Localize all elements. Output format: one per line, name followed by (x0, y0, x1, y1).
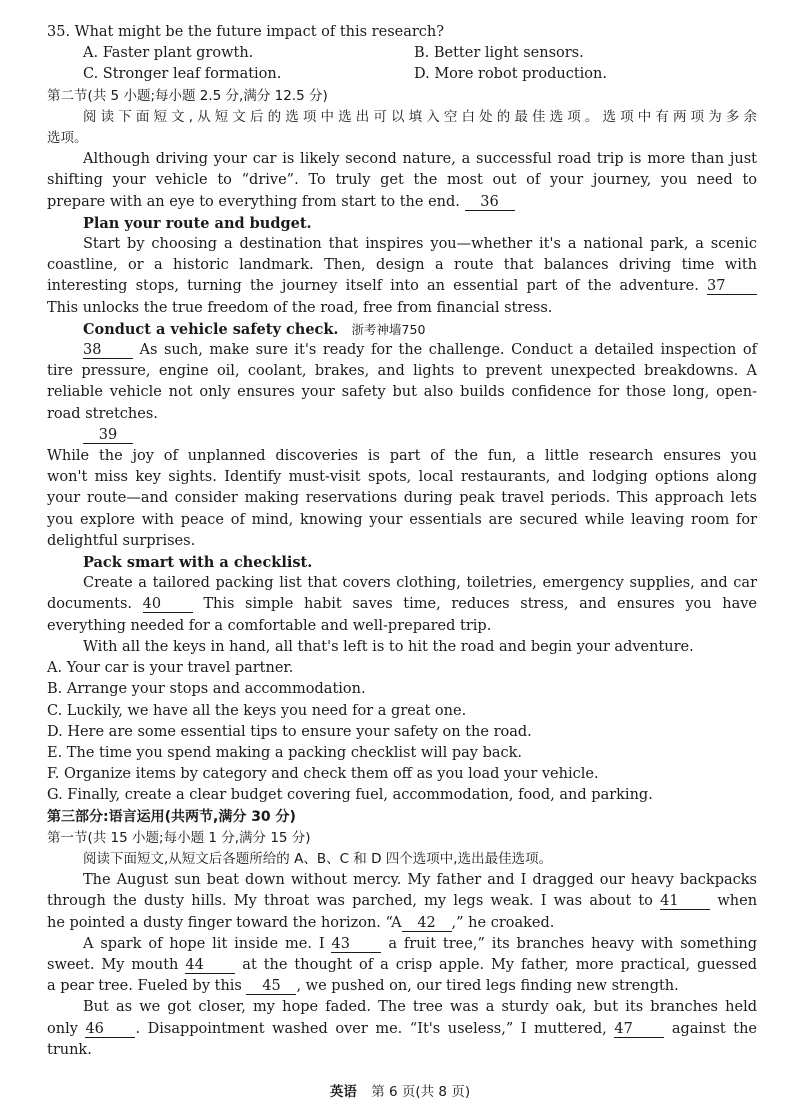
blank-47: 47 (614, 1022, 664, 1038)
q35-option-b: B. Better light sensors. (414, 45, 584, 62)
q35-option-d: D. More robot production. (414, 66, 607, 83)
passage-line: you explore with peace of mind, knowing your essentials are secured while leaving room for (47, 511, 757, 528)
passage-text: As such, make sure it's ready for the challenge. Conduct a detailed inspection of (139, 342, 758, 359)
option-f: F. Organize items by category and check them off as you load your vehicle. (47, 766, 599, 783)
passage-line: your route—and consider making reservations during peak travel periods. This approach lets (47, 490, 757, 507)
blank-41: 41 (660, 894, 710, 910)
blank-44: 44 (185, 958, 235, 974)
passage-line: This unlocks the true freedom of the road, free from financial stress. (47, 299, 553, 316)
option-d: D. Here are some essential tips to ensure your safety on the road. (47, 723, 532, 740)
cloze-text: through the dusty hills. My throat was parched, my legs weak. I was about to (47, 893, 653, 910)
cloze-line (47, 1019, 757, 1040)
blank-36: 36 (465, 195, 515, 211)
passage-line: shifting your vehicle to “drive”. To truly get the most out of your journey, you need to (47, 172, 757, 189)
footer-subject: 英语 (329, 1084, 357, 1100)
blank-40: 40 (143, 597, 193, 613)
part-3-section-1-heading: 第一节(共 15 小题;每小题 1 分,满分 15 分) (47, 829, 311, 846)
cloze-text: a pear tree. Fueled by this (47, 978, 242, 995)
cloze-text: sweet. My mouth (47, 956, 179, 973)
cloze-text: ,” he croaked. (451, 914, 555, 931)
subheading-pack-smart: Pack smart with a checklist. (83, 554, 313, 572)
passage-line: Although driving your car is likely second nature, a successful road trip is more than just (83, 151, 757, 168)
cloze-text: only (47, 1020, 78, 1037)
section-2-instruction-line-2: 选项。 (47, 130, 88, 147)
cloze-text: . Disappointment washed over me. “It's useless,” I muttered, (135, 1020, 607, 1037)
option-c: C. Luckily, we have all the keys you need for a great one. (47, 702, 467, 719)
option-b: B. Arrange your stops and accommodation. (47, 681, 366, 698)
passage-line: While the joy of unplanned discoveries is part of the fun, a little research ensures you (47, 448, 757, 465)
option-a: A. Your car is your travel partner. (47, 660, 294, 677)
cloze-line: But as we got closer, my hope faded. The tree was a sturdy oak, but its branches held (83, 999, 757, 1016)
cloze-text: he pointed a dusty finger toward the horizon. “A (47, 914, 402, 931)
cloze-text: at the thought of a crisp apple. My father, more practical, guessed (242, 956, 757, 973)
question-35-options-row-2 (47, 64, 757, 85)
blank-37: 37 (707, 279, 757, 295)
passage-text: This simple habit saves time, reduces stress, and ensures you have (203, 596, 757, 613)
blank-38: 38 (83, 343, 133, 359)
blank-43: 43 (331, 937, 381, 953)
cloze-text: against the (671, 1020, 757, 1037)
passage-line: coastline, or a historic landmark. Then, design a route that balances driving time with (47, 257, 757, 274)
cloze-line (47, 934, 757, 955)
passage-line (47, 276, 757, 297)
q35-option-c: C. Stronger leaf formation. (83, 66, 282, 83)
question-35-stem: 35. What might be the future impact of this research? (47, 24, 445, 40)
passage-line: delightful surprises. (47, 532, 196, 549)
subheading-plan-route: Plan your route and budget. (83, 214, 312, 232)
passage-text: interesting stops, turning the journey itself into an essential part of the adventure. (47, 278, 699, 295)
cloze-line: The August sun beat down without mercy. My father and I dragged our heavy backpacks (83, 872, 757, 889)
passage-line: everything needed for a comfortable and well-prepared trip. (47, 617, 492, 634)
passage-line: With all the keys in hand, all that's left is to hit the road and begin your adventure. (83, 638, 694, 655)
passage-line: Create a tailored packing list that covers clothing, toiletries, emergency supplies, and car (83, 575, 757, 592)
passage-line: Start by choosing a destination that inspires you—whether it's a national park, a scenic (83, 236, 757, 253)
cloze-text: A spark of hope lit inside me. I (83, 935, 325, 952)
passage-line (47, 594, 757, 615)
cloze-line: trunk. (47, 1041, 92, 1058)
subheading-safety-check (47, 319, 757, 340)
passage-line: tire pressure, engine oil, coolant, brakes, and lights to prevent unexpected breakdowns. A (47, 363, 757, 380)
section-2-instruction-line-1: 阅读下面短文,从短文后的选项中选出可以填入空白处的最佳选项。选项中有两项为多余 (83, 108, 757, 125)
option-e: E. The time you spend making a packing checklist will pay back. (47, 744, 523, 761)
cloze-line (47, 891, 757, 912)
part-3-heading: 第三部分:语言运用(共两节,满分 30 分) (47, 808, 296, 825)
passage-text: documents. (47, 596, 133, 613)
cloze-text: when (717, 893, 758, 910)
option-g: G. Finally, create a clear budget covering fuel, accommodation, food, and parking. (47, 787, 653, 804)
blank-45: 45 (246, 979, 296, 995)
passage-line: won't miss key sights. Identify must-visit spots, local restaurants, and lodging options along (47, 469, 757, 486)
passage-line (47, 340, 757, 361)
exam-page (47, 22, 757, 1061)
blank-42: 42 (402, 916, 452, 932)
cloze-line (47, 913, 757, 934)
passage-line: road stretches. (47, 405, 158, 422)
q35-option-a: A. Faster plant growth. (83, 45, 254, 62)
passage-line: reliable vehicle not only ensures your safety but also builds confidence for those long, open- (47, 384, 757, 401)
cloze-text: , we pushed on, our tired legs finding new strength. (296, 978, 679, 995)
blank-39: 39 (83, 428, 133, 444)
watermark-stamp: 浙考神墙750 (351, 321, 426, 337)
part-3-instruction: 阅读下面短文,从短文后各题所给的 A、B、C 和 D 四个选项中,选出最佳选项。 (83, 850, 553, 867)
blank-39-line (47, 425, 757, 446)
passage-text: prepare with an eye to everything from start to the end. (47, 193, 460, 210)
page-footer (0, 1082, 800, 1103)
cloze-text: a fruit tree,” its branches heavy with something (388, 935, 758, 952)
passage-line (47, 192, 757, 213)
footer-page-number: 第 6 页(共 8 页) (371, 1084, 471, 1100)
blank-46: 46 (85, 1022, 135, 1038)
cloze-line (47, 955, 757, 976)
subheading-text: Conduct a vehicle safety check. (83, 320, 339, 338)
section-2-heading: 第二节(共 5 小题;每小题 2.5 分,满分 12.5 分) (47, 87, 328, 104)
question-35-options-row-1 (47, 43, 757, 64)
cloze-line (47, 976, 757, 997)
